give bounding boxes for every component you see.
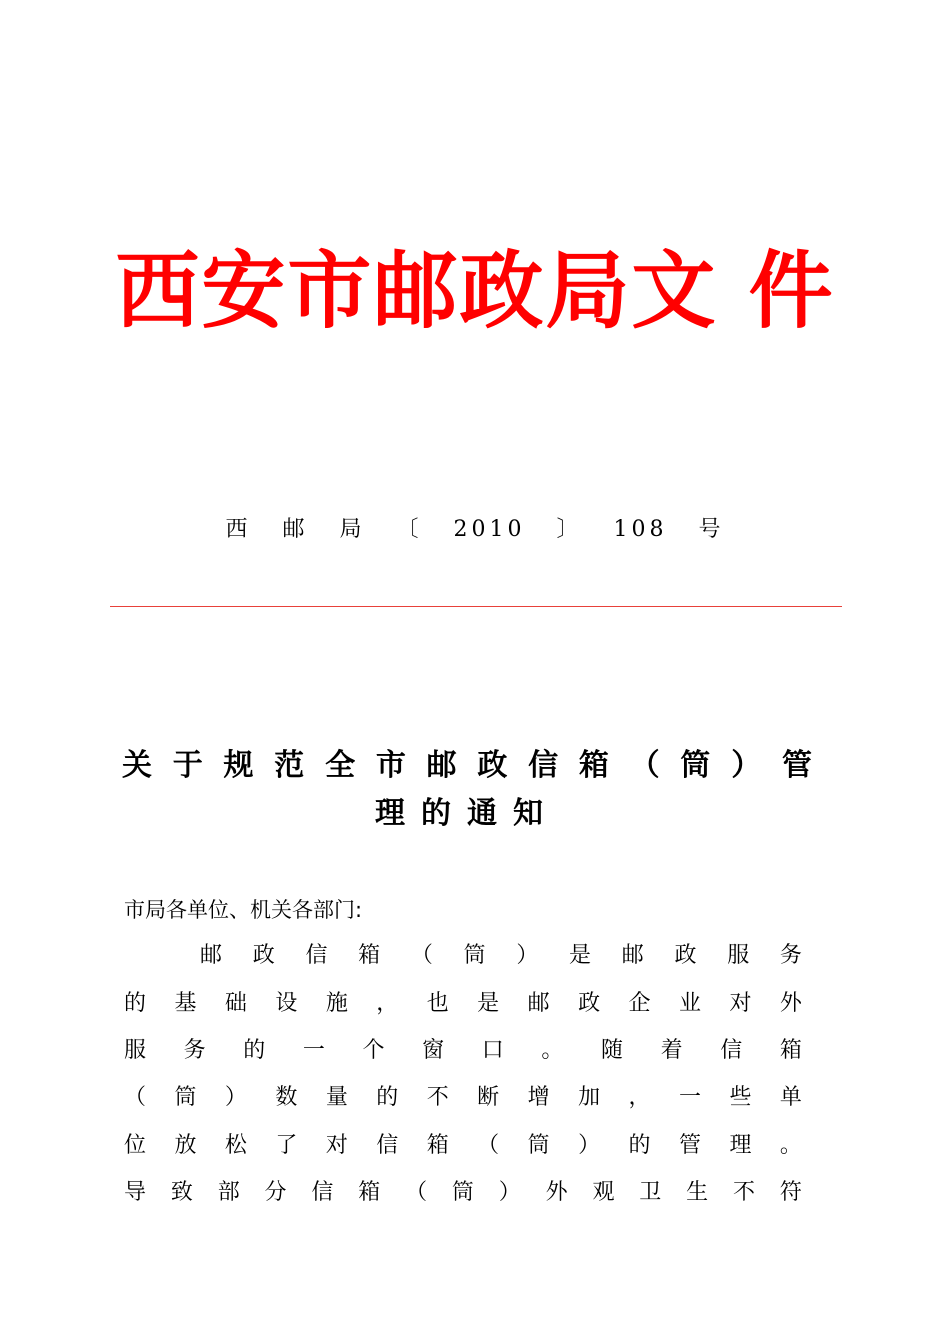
text-glyph: ）	[498, 1180, 521, 1205]
text-glyph: 信	[311, 1180, 334, 1205]
text-glyph: ，	[628, 1085, 651, 1110]
notice-title-line-2: 理的通知	[375, 796, 559, 831]
text-glyph: （	[477, 1133, 500, 1158]
text-glyph: 筒	[174, 1085, 197, 1110]
addressee-line: 市局各单位、机关各部门:	[124, 898, 363, 922]
text-glyph: 筒	[680, 748, 711, 783]
text-glyph: 着	[660, 1038, 683, 1063]
text-glyph: 符	[779, 1180, 802, 1205]
text-glyph: 部	[217, 1180, 240, 1205]
text-glyph: 服	[124, 1038, 147, 1063]
text-glyph: 的	[124, 991, 147, 1016]
text-glyph: 规	[223, 748, 254, 783]
text-glyph: 箱	[358, 1180, 381, 1205]
text-glyph: 业	[678, 991, 701, 1016]
text-glyph: 对	[729, 991, 752, 1016]
text-glyph: 增	[527, 1085, 550, 1110]
red-divider-line	[110, 606, 842, 607]
text-glyph: 分	[264, 1180, 287, 1205]
text-glyph: 政	[674, 943, 697, 968]
text-glyph: 。	[779, 1133, 802, 1158]
text-glyph: 一	[678, 1085, 701, 1110]
text-glyph: 量	[325, 1085, 348, 1110]
body-line-3	[124, 1031, 802, 1071]
body-line-4	[124, 1078, 802, 1118]
text-glyph: 松	[224, 1133, 247, 1158]
notice-title-line-1	[122, 742, 812, 790]
text-glyph: 卫	[639, 1180, 662, 1205]
text-glyph: 基	[174, 991, 197, 1016]
text-glyph: 不	[732, 1180, 755, 1205]
text-glyph: 市	[375, 748, 406, 783]
text-glyph: 箱	[358, 943, 381, 968]
text-glyph: 信	[528, 748, 559, 783]
text-glyph: ）	[224, 1085, 247, 1110]
text-glyph: 单	[779, 1085, 802, 1110]
text-glyph: 范	[274, 748, 305, 783]
text-glyph: 放	[174, 1133, 197, 1158]
text-glyph: 对	[325, 1133, 348, 1158]
text-glyph: 政	[252, 943, 275, 968]
text-glyph: （	[405, 1180, 428, 1205]
text-glyph: 观	[592, 1180, 615, 1205]
body-line-2	[124, 984, 802, 1024]
text-glyph: 是	[477, 991, 500, 1016]
text-glyph: 筒	[527, 1133, 550, 1158]
text-glyph: 致	[170, 1180, 193, 1205]
text-glyph: 外	[779, 991, 802, 1016]
body-line-1	[200, 936, 802, 976]
text-glyph: 口	[481, 1038, 504, 1063]
text-glyph: 加	[578, 1085, 601, 1110]
text-glyph: ，	[376, 991, 399, 1016]
text-glyph: 邮	[200, 943, 223, 968]
text-glyph: 也	[426, 991, 449, 1016]
text-glyph: （	[410, 943, 433, 968]
issuer-header: 西安市邮政局文 件	[115, 242, 835, 340]
text-glyph: 随	[601, 1038, 624, 1063]
text-glyph: 施	[325, 991, 348, 1016]
text-glyph: 箱	[426, 1133, 449, 1158]
text-glyph: 管	[678, 1133, 701, 1158]
text-glyph: 的	[376, 1085, 399, 1110]
text-glyph: 理	[729, 1133, 752, 1158]
text-glyph: 窗	[422, 1038, 445, 1063]
text-glyph: 信	[376, 1133, 399, 1158]
text-glyph: 政	[477, 748, 508, 783]
text-glyph: （	[629, 748, 660, 783]
text-glyph: 不	[426, 1085, 449, 1110]
text-glyph: 导	[124, 1180, 147, 1205]
text-glyph: 的	[628, 1133, 651, 1158]
text-glyph: 务	[779, 943, 802, 968]
text-glyph: 了	[275, 1133, 298, 1158]
body-line-5	[124, 1126, 802, 1166]
text-glyph: 一	[302, 1038, 325, 1063]
text-glyph: 。	[541, 1038, 564, 1063]
text-glyph: 些	[729, 1085, 752, 1110]
text-glyph: （	[124, 1085, 147, 1110]
text-glyph: 筒	[451, 1180, 474, 1205]
document-number: 西 邮 局 〔 2010 〕 108 号	[225, 517, 725, 542]
text-glyph: 个	[362, 1038, 385, 1063]
text-glyph: 箱	[578, 748, 609, 783]
text-glyph: 服	[727, 943, 750, 968]
text-glyph: 管	[781, 748, 812, 783]
text-glyph: 信	[305, 943, 328, 968]
text-glyph: 邮	[621, 943, 644, 968]
body-line-6	[124, 1173, 802, 1213]
text-glyph: 的	[243, 1038, 266, 1063]
text-glyph: 全	[325, 748, 356, 783]
text-glyph: 位	[124, 1133, 147, 1158]
text-glyph: 务	[183, 1038, 206, 1063]
text-glyph: 筒	[463, 943, 486, 968]
text-glyph: 政	[578, 991, 601, 1016]
text-glyph: 企	[628, 991, 651, 1016]
text-glyph: 础	[224, 991, 247, 1016]
text-glyph: 数	[275, 1085, 298, 1110]
text-glyph: ）	[578, 1133, 601, 1158]
text-glyph: 邮	[527, 991, 550, 1016]
text-glyph: 生	[686, 1180, 709, 1205]
text-glyph: 关	[122, 748, 152, 783]
text-glyph: 断	[477, 1085, 500, 1110]
text-glyph: 外	[545, 1180, 568, 1205]
text-glyph: 设	[275, 991, 298, 1016]
text-glyph: 信	[720, 1038, 743, 1063]
text-glyph: 于	[172, 748, 203, 783]
text-glyph: 是	[569, 943, 592, 968]
text-glyph: ）	[516, 943, 539, 968]
text-glyph: 箱	[779, 1038, 802, 1063]
text-glyph: ）	[731, 748, 762, 783]
text-glyph: 邮	[426, 748, 457, 783]
